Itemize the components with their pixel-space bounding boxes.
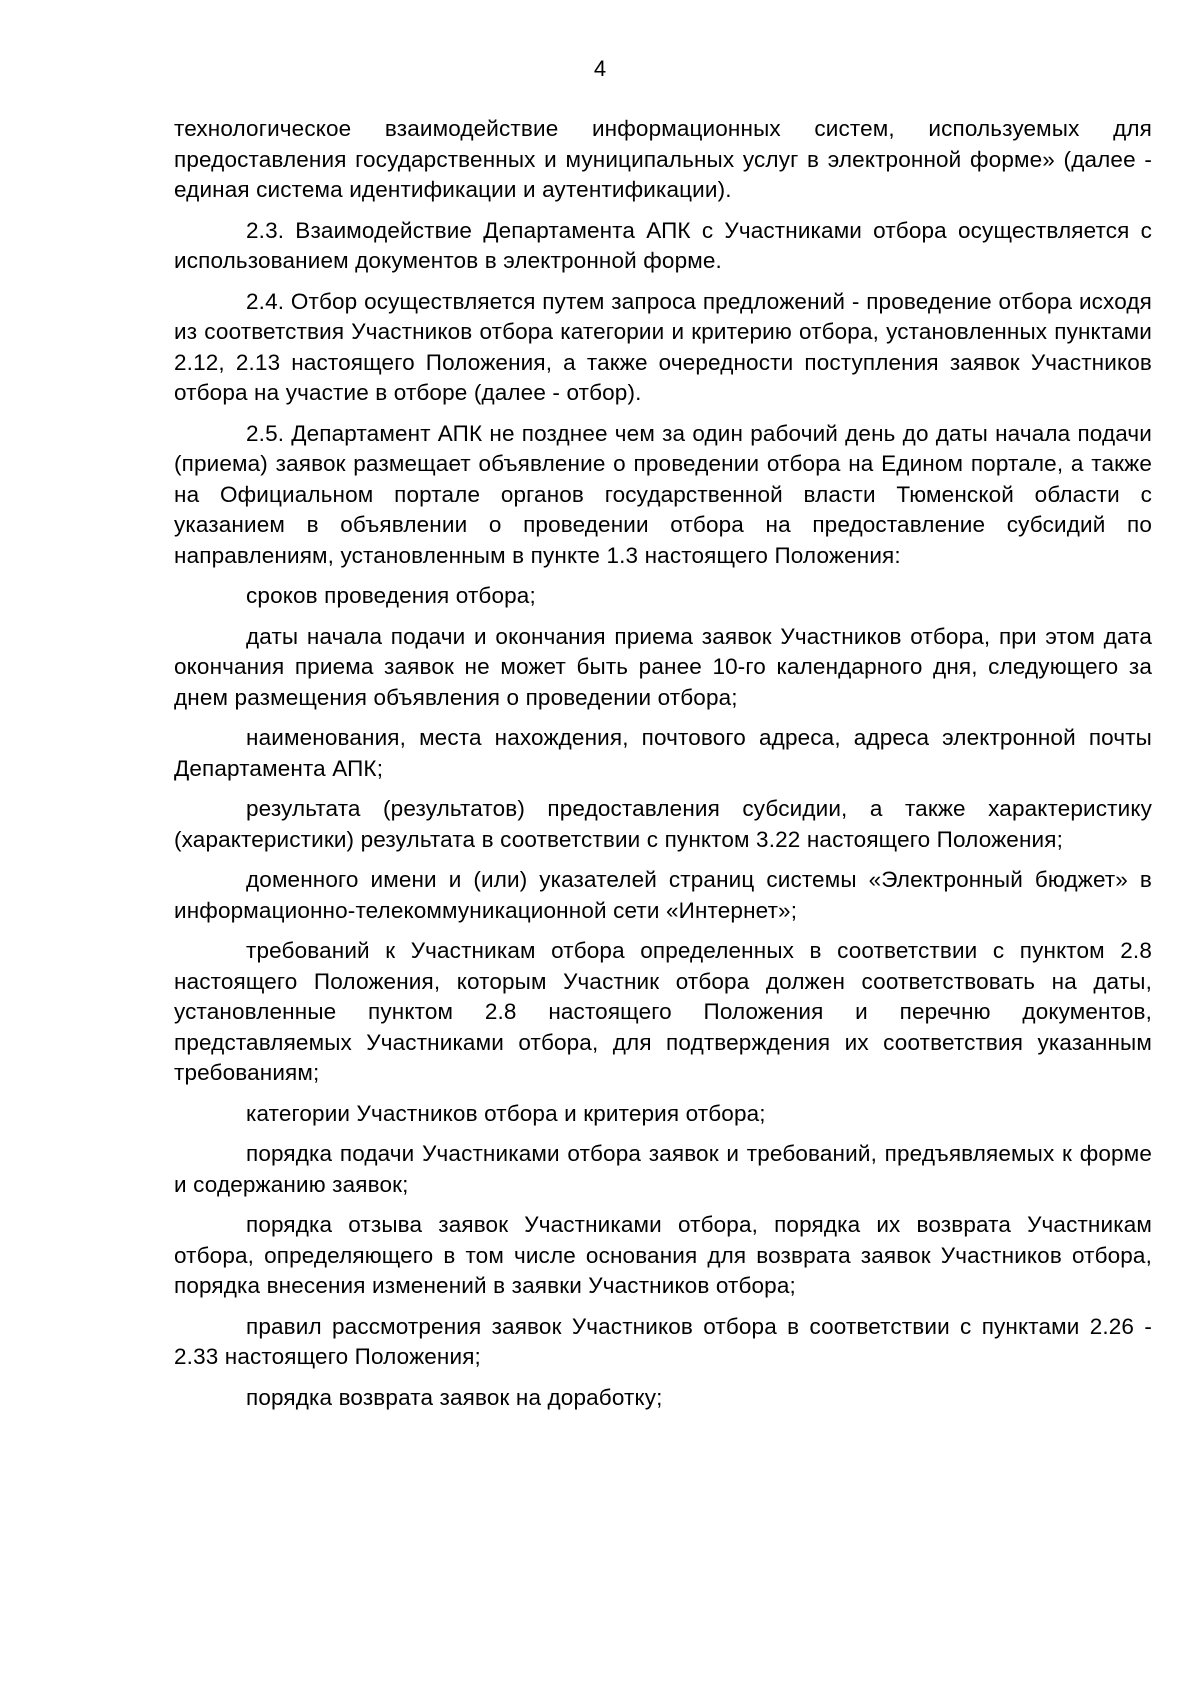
list-item-results: результата (результатов) предоставления субсидии, а также характеристику (характеристики) результата в соответствии с пунктом 3.22 настоящего Положения; — [174, 796, 1152, 852]
list-item-deadlines: сроков проведения отбора; — [246, 583, 536, 608]
list-item-domain: доменного имени и (или) указателей страниц системы «Электронный бюджет» в информационно-телекоммуникационной сети «Интернет»; — [174, 867, 1152, 923]
paragraph-2-5: 2.5. Департамент АПК не позднее чем за один рабочий день до даты начала подачи (приема) заявок размещает объявление о проведении отбора на Едином портале, а также на Официальном портале органов государственной власти Тюменской области с указанием в объявлении о проведении отбора на предоставление субсидий по направлениям, установленным в пункте 1.3 настоящего Положения: — [174, 420, 1152, 568]
list-item-return-order: порядка возврата заявок на доработку; — [246, 1384, 663, 1410]
page-number: 4 — [593, 56, 607, 81]
paragraph-2-4: 2.4. Отбор осуществляется путем запроса предложений - проведение отбора исходя из соответствия Участников отбора категории и критерию отбора, установленных пунктами 2.12, 2.13 настоящего Положения, а также очередности поступления заявок Участников отбора на участие в отборе (далее - отбор). — [174, 288, 1152, 405]
paragraph-continuation: технологическое взаимодействие информационных систем, используемых для предоставления государственных и муниципальных услуг в электронной форме» (далее - единая система идентификации и аутентификации). — [174, 116, 1152, 202]
list-item-dates: даты начала подачи и окончания приема заявок Участников отбора, при этом дата окончания приема заявок не может быть ранее 10-го календарного дня, следующего за днем размещения объявления о проведении отбора; — [174, 623, 1152, 710]
list-item-submission-order: порядка подачи Участниками отбора заявок и требований, предъявляемых к форме и содержанию заявок; — [174, 1141, 1152, 1197]
list-item-withdrawal-order: порядка отзыва заявок Участниками отбора, порядка их возврата Участникам отбора, определяющего в том числе основания для возврата заявок Участников отбора, порядка внесения изменений в заявки Участников отбора; — [174, 1212, 1152, 1298]
paragraph-2-3: 2.3. Взаимодействие Департамента АПК с Участниками отбора осуществляется с использованием документов в электронной форме. — [174, 217, 1152, 273]
list-item-requirements: требований к Участникам отбора определенных в соответствии с пунктом 2.8 настоящего Положения, которым Участник отбора должен соответствовать на даты, установленные пунктом 2.8 настоящего Положения и перечню документов, представляемых Участниками отбора, для подтверждения их соответствия указанным требованиям; — [174, 938, 1152, 1085]
list-item-contacts: наименования, места нахождения, почтового адреса, адреса электронной почты Департамента АПК; — [174, 725, 1152, 781]
document-body — [174, 114, 1152, 1423]
list-item-review-rules: правил рассмотрения заявок Участников отбора в соответствии с пунктами 2.26 - 2.33 настоящего Положения; — [174, 1313, 1152, 1369]
list-item-categories: категории Участников отбора и критерия отбора; — [246, 1100, 766, 1126]
